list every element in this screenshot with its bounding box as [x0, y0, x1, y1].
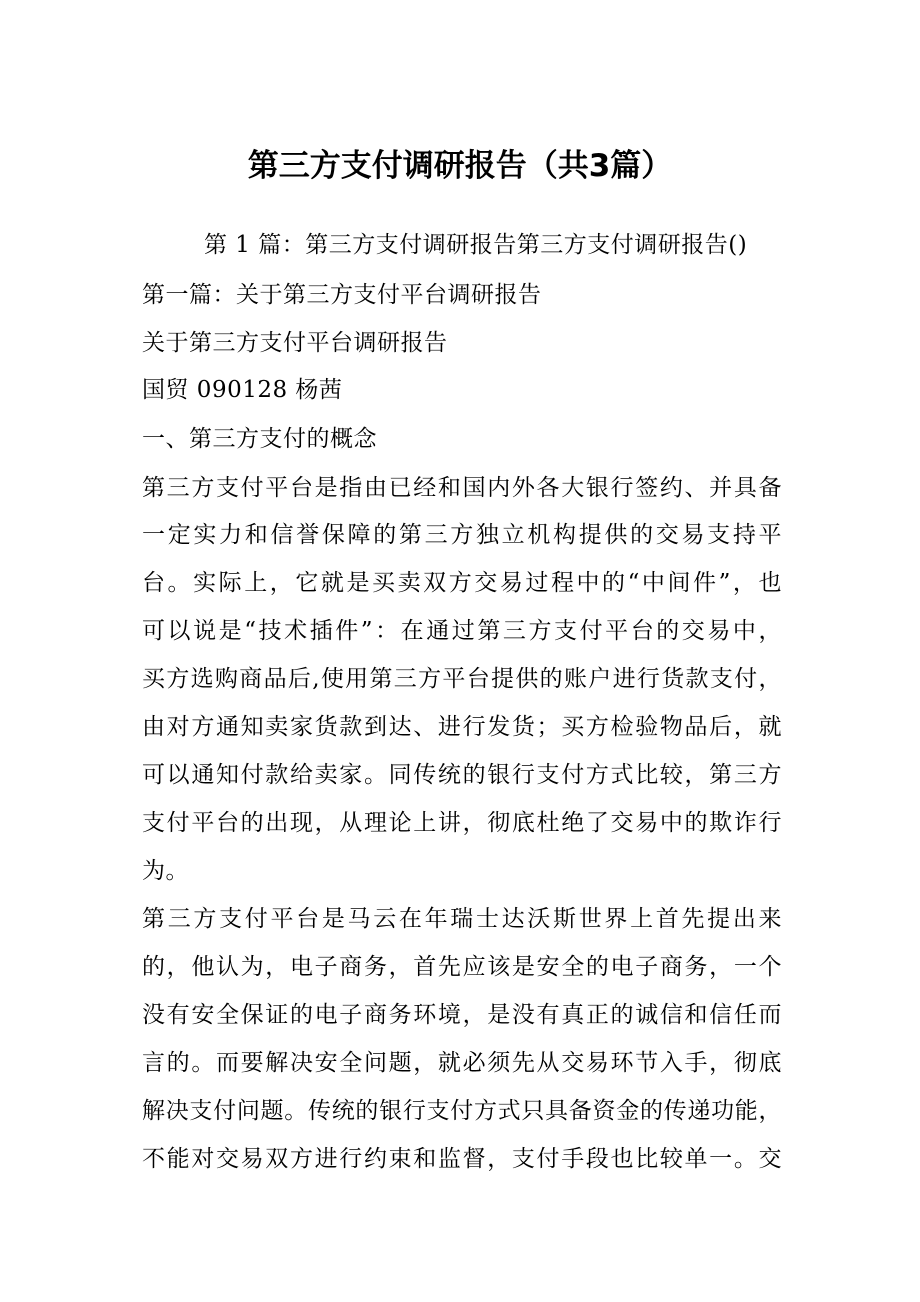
paragraph-line: 没有安全保证的电子商务环境，是没有真正的诚信和信任而 — [142, 1002, 782, 1028]
paragraph-line: 一定实力和信誉保障的第三方独立机构提供的交易支持平 — [142, 522, 782, 548]
report-title-line: 关于第三方支付平台调研报告 — [142, 330, 448, 356]
paragraph-line: 台。实际上，它就是买卖双方交易过程中的“中间件”，也 — [142, 570, 782, 596]
paragraph-line: 买方选购商品后,使用第三方平台提供的账户进行货款支付， — [142, 666, 782, 692]
paragraph-line: 可以通知付款给卖家。同传统的银行支付方式比较，第三方 — [142, 762, 782, 788]
chapter-heading: 第 1 篇：第三方支付调研报告第三方支付调研报告() — [204, 232, 748, 258]
author-line: 国贸 090128 杨茜 — [142, 377, 343, 403]
paragraph-line: 第三方支付平台是指由已经和国内外各大银行签约、并具备 — [142, 475, 782, 501]
paragraph-line: 解决支付问题。传统的银行支付方式只具备资金的传递功能， — [142, 1098, 782, 1124]
document-title: 第三方支付调研报告（共3篇） — [247, 148, 673, 184]
paragraph-line: 第三方支付平台是马云在年瑞士达沃斯世界上首先提出来 — [142, 906, 782, 932]
paragraph-line: 的，他认为，电子商务，首先应该是安全的电子商务，一个 — [142, 954, 782, 980]
subsection-heading: 一、第三方支付的概念 — [142, 426, 377, 452]
paragraph-line: 为。 — [142, 858, 189, 884]
paragraph-line: 由对方通知卖家货款到达、进行发货；买方检验物品后，就 — [142, 714, 782, 740]
paragraph-line: 支付平台的出现，从理论上讲，彻底杜绝了交易中的欺诈行 — [142, 810, 782, 836]
section-heading: 第一篇：关于第三方支付平台调研报告 — [142, 282, 542, 308]
paragraph-line: 不能对交易双方进行约束和监督，支付手段也比较单一。交 — [142, 1146, 782, 1172]
paragraph-line: 可以说是“技术插件”：在通过第三方支付平台的交易中， — [142, 618, 782, 644]
paragraph-line: 言的。而要解决安全问题，就必须先从交易环节入手，彻底 — [142, 1050, 782, 1076]
